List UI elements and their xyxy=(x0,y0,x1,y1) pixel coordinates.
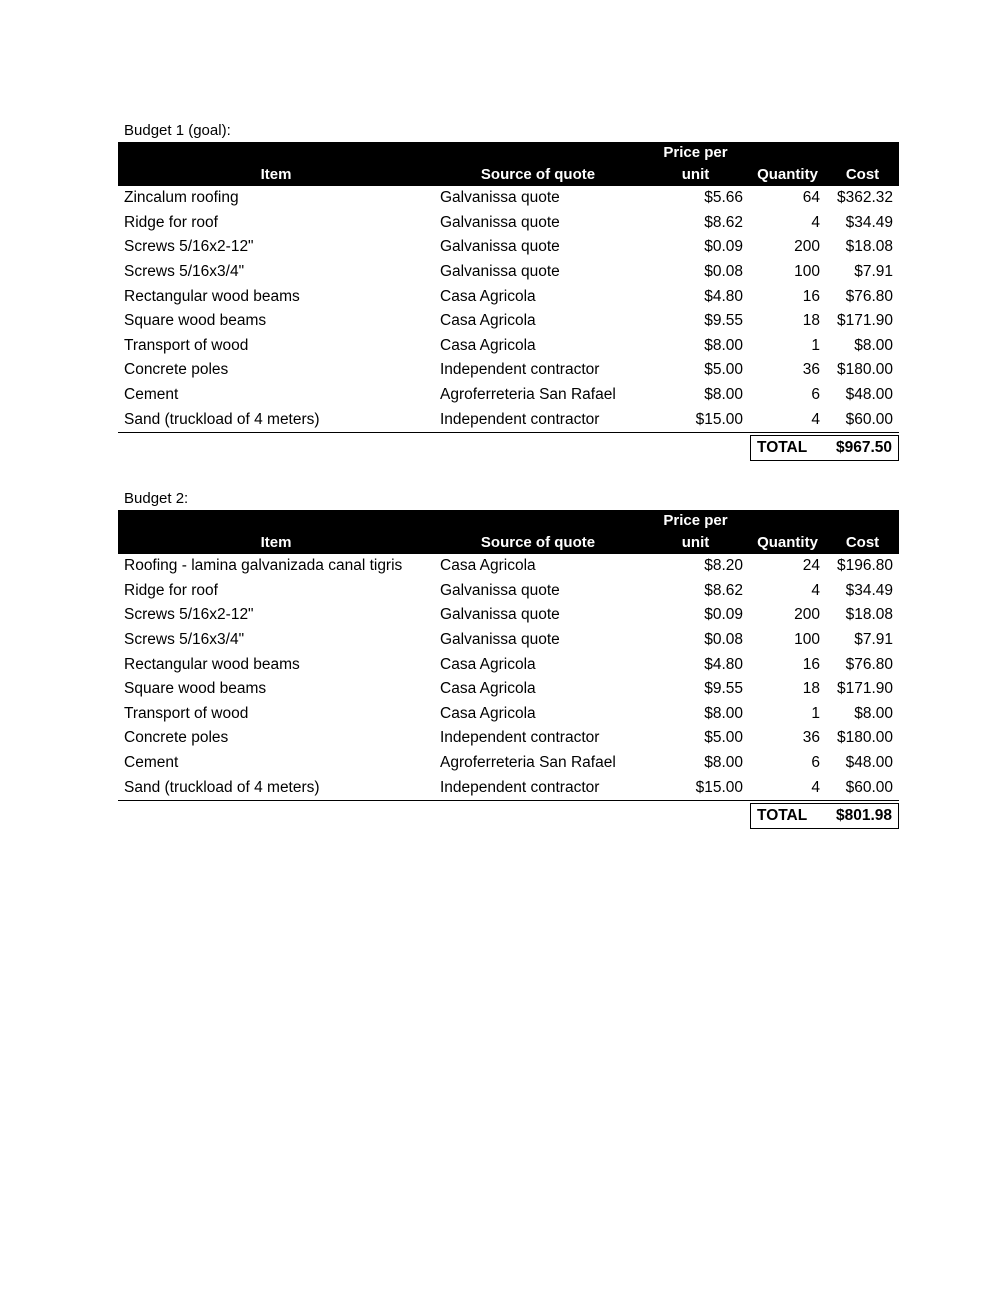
cell-item: Concrete poles xyxy=(124,361,229,379)
cell-quantity: 18 xyxy=(802,680,820,698)
cell-cost: $180.00 xyxy=(836,361,893,379)
table-row xyxy=(118,186,899,211)
cell-quantity: 4 xyxy=(749,407,826,432)
cell-price: $15.00 xyxy=(642,407,749,432)
cell-item: Ridge for roof xyxy=(124,581,218,599)
cell-quantity: 4 xyxy=(749,775,826,800)
cell-price: $8.00 xyxy=(704,704,743,722)
cell-cost: $7.91 xyxy=(854,263,893,281)
cell-cost: $48.00 xyxy=(845,754,893,772)
cell-price: $4.80 xyxy=(704,287,743,305)
cell-cost: $18.08 xyxy=(845,606,893,624)
cell-price: $8.20 xyxy=(704,557,743,575)
table-row xyxy=(118,702,899,727)
table-row xyxy=(118,235,899,260)
cell-quantity: 36 xyxy=(802,361,820,379)
header-price: Price per unit xyxy=(663,512,728,551)
cell-quantity: 24 xyxy=(802,557,820,575)
cell-source: Galvanissa quote xyxy=(440,238,560,256)
table-row xyxy=(118,383,899,408)
cell-item: Roofing - lamina galvanizada canal tigris xyxy=(124,557,403,575)
cell-source: Casa Agricola xyxy=(440,655,536,673)
cell-price: $9.55 xyxy=(704,312,743,330)
cell-quantity: 6 xyxy=(811,754,820,772)
cell-source: Casa Agricola xyxy=(440,287,536,305)
cell-item: Concrete poles xyxy=(124,729,229,747)
cell-source: Casa Agricola xyxy=(440,704,536,722)
header-cost: Cost xyxy=(845,534,880,551)
budget-title: Budget 2: xyxy=(124,490,189,507)
cell-cost: $8.00 xyxy=(854,704,893,722)
cell-price: $0.08 xyxy=(704,631,743,649)
cell-price: $9.55 xyxy=(704,680,743,698)
header-source: Source of quote xyxy=(480,534,596,551)
cell-source: Casa Agricola xyxy=(440,312,536,330)
header-row xyxy=(118,510,899,554)
table-row xyxy=(118,726,899,751)
cell-source: Agroferreteria San Rafael xyxy=(440,754,616,772)
table-row xyxy=(118,579,899,604)
table-row xyxy=(118,628,899,653)
cell-source: Casa Agricola xyxy=(440,680,536,698)
cell-quantity: 36 xyxy=(802,729,820,747)
cell-source: Agroferreteria San Rafael xyxy=(440,386,616,404)
cell-source: Galvanissa quote xyxy=(440,581,560,599)
cell-cost: $196.80 xyxy=(836,557,893,575)
table-row xyxy=(118,358,899,383)
cell-quantity: 100 xyxy=(794,631,820,649)
cell-cost: $48.00 xyxy=(845,386,893,404)
table-row xyxy=(118,775,899,800)
total-label: TOTAL xyxy=(757,439,808,456)
cell-source: Independent contractor xyxy=(440,361,600,379)
cell-price: $8.00 xyxy=(704,386,743,404)
cell-source: Galvanissa quote xyxy=(440,263,560,281)
cell-price: $8.00 xyxy=(704,754,743,772)
cell-item: Screws 5/16x3/4" xyxy=(124,631,245,649)
cell-cost: $171.90 xyxy=(836,312,893,330)
cell-source: Casa Agricola xyxy=(440,557,536,575)
cell-source: Independent contractor xyxy=(434,407,642,432)
cell-quantity: 4 xyxy=(811,213,820,231)
cell-price: $8.62 xyxy=(704,213,743,231)
cell-quantity: 4 xyxy=(811,581,820,599)
cell-cost: $8.00 xyxy=(854,336,893,354)
cell-quantity: 200 xyxy=(794,238,820,256)
table-row xyxy=(118,334,899,359)
cell-source: Galvanissa quote xyxy=(440,213,560,231)
cell-item: Sand (truckload of 4 meters) xyxy=(118,407,434,432)
cell-price: $4.80 xyxy=(704,655,743,673)
cell-quantity: 100 xyxy=(794,263,820,281)
cell-quantity: 18 xyxy=(802,312,820,330)
cell-price: $0.09 xyxy=(704,238,743,256)
total-value: $967.50 xyxy=(835,439,892,456)
cell-item: Square wood beams xyxy=(124,680,267,698)
cell-price: $5.00 xyxy=(704,729,743,747)
cell-item: Ridge for roof xyxy=(124,213,218,231)
cell-cost: $60.00 xyxy=(826,775,899,800)
cell-price: $5.00 xyxy=(704,361,743,379)
cell-price: $8.00 xyxy=(704,336,743,354)
total-value: $801.98 xyxy=(835,807,892,824)
header-cost: Cost xyxy=(845,166,880,183)
cell-quantity: 1 xyxy=(811,336,820,354)
header-item: Item xyxy=(260,166,292,183)
table-row xyxy=(118,260,899,285)
table-row xyxy=(118,284,899,309)
cell-price: $8.62 xyxy=(704,581,743,599)
cell-quantity: 64 xyxy=(802,189,820,207)
cell-item: Screws 5/16x2-12" xyxy=(124,606,254,624)
table-row xyxy=(118,309,899,334)
cell-cost: $76.80 xyxy=(845,287,893,305)
header-price: Price per unit xyxy=(663,144,728,183)
cell-quantity: 16 xyxy=(802,287,820,305)
cell-item: Sand (truckload of 4 meters) xyxy=(118,775,434,800)
cell-cost: $171.90 xyxy=(836,680,893,698)
cell-price: $0.08 xyxy=(704,263,743,281)
cell-item: Rectangular wood beams xyxy=(124,655,300,673)
cell-quantity: 1 xyxy=(811,704,820,722)
cell-price: $5.66 xyxy=(704,189,743,207)
table-row xyxy=(118,407,899,432)
table-row xyxy=(118,554,899,579)
cell-item: Transport of wood xyxy=(124,336,249,354)
cell-source: Casa Agricola xyxy=(440,336,536,354)
cell-price: $15.00 xyxy=(642,775,749,800)
cell-cost: $180.00 xyxy=(836,729,893,747)
total-box xyxy=(750,803,899,829)
cell-item: Zincalum roofing xyxy=(124,189,239,207)
cell-quantity: 6 xyxy=(811,386,820,404)
header-row xyxy=(118,142,899,186)
cell-cost: $7.91 xyxy=(854,631,893,649)
cell-source: Independent contractor xyxy=(434,775,642,800)
cell-cost: $76.80 xyxy=(845,655,893,673)
header-quantity: Quantity xyxy=(757,166,818,183)
cell-quantity: 200 xyxy=(794,606,820,624)
table-row xyxy=(118,677,899,702)
table-row xyxy=(118,603,899,628)
cell-item: Cement xyxy=(124,754,179,772)
cell-source: Galvanissa quote xyxy=(440,606,560,624)
total-label: TOTAL xyxy=(757,807,808,824)
cell-item: Screws 5/16x3/4" xyxy=(124,263,245,281)
cell-cost: $34.49 xyxy=(845,581,893,599)
budget-title: Budget 1 (goal): xyxy=(124,122,231,139)
cell-item: Rectangular wood beams xyxy=(124,287,300,305)
table-row xyxy=(118,751,899,776)
table-row xyxy=(118,211,899,236)
total-box xyxy=(750,435,899,461)
table-row xyxy=(118,652,899,677)
header-source: Source of quote xyxy=(480,166,596,183)
header-quantity: Quantity xyxy=(757,534,818,551)
cell-source: Galvanissa quote xyxy=(440,189,560,207)
cell-quantity: 16 xyxy=(802,655,820,673)
cell-cost: $362.32 xyxy=(836,189,893,207)
cell-cost: $60.00 xyxy=(826,407,899,432)
cell-cost: $18.08 xyxy=(845,238,893,256)
cell-cost: $34.49 xyxy=(845,213,893,231)
cell-item: Screws 5/16x2-12" xyxy=(124,238,254,256)
budget-table xyxy=(118,510,899,801)
cell-item: Cement xyxy=(124,386,179,404)
cell-source: Independent contractor xyxy=(440,729,600,747)
cell-item: Square wood beams xyxy=(124,312,267,330)
cell-price: $0.09 xyxy=(704,606,743,624)
cell-item: Transport of wood xyxy=(124,704,249,722)
header-item: Item xyxy=(260,534,292,551)
budget-table xyxy=(118,142,899,433)
cell-source: Galvanissa quote xyxy=(440,631,560,649)
